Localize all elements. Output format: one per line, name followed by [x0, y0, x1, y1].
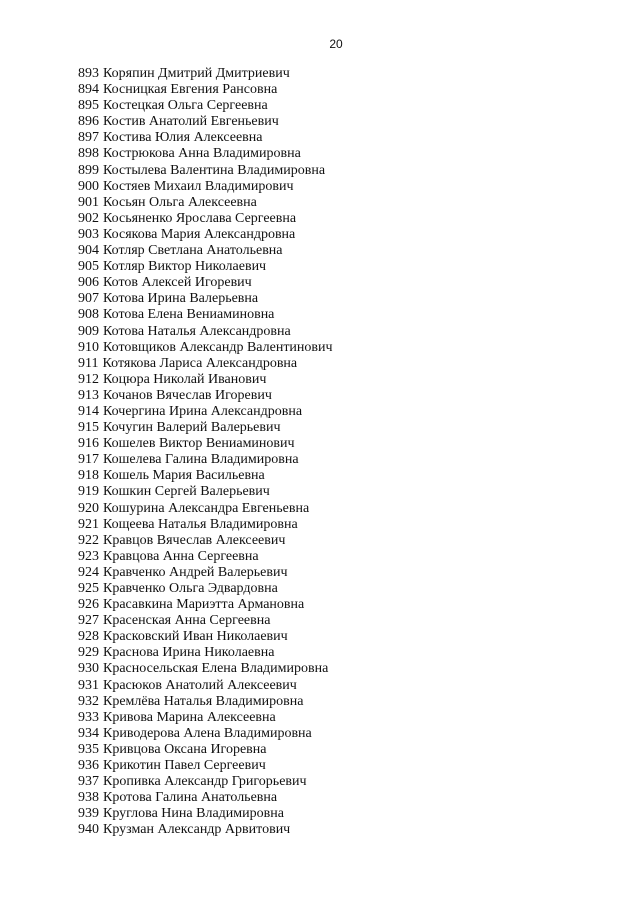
entry-number: 939 [78, 806, 99, 822]
entry-number: 940 [78, 822, 99, 838]
list-item [78, 806, 333, 822]
list-item [78, 356, 333, 372]
entry-full-name: Кропивка Александр Григорьевич [103, 774, 307, 790]
entry-number: 918 [78, 468, 99, 484]
entry-full-name: Крикотин Павел Сергеевич [103, 758, 266, 774]
list-item [78, 404, 333, 420]
list-item [78, 758, 333, 774]
list-item [78, 275, 333, 291]
entry-number: 914 [78, 403, 99, 419]
entry-full-name: Кошель Мария Васильевна [103, 468, 265, 484]
list-item [78, 629, 333, 645]
entry-number: 932 [78, 693, 99, 709]
list-item [78, 790, 333, 806]
page-number: 20 [329, 37, 343, 51]
entry-full-name: Котляр Светлана Анатольевна [103, 243, 283, 259]
entry-number: 933 [78, 709, 99, 725]
list-item [78, 468, 333, 484]
list-item [78, 372, 333, 388]
entry-full-name: Коряпин Дмитрий Дмитриевич [103, 66, 290, 81]
entry-number: 916 [78, 436, 99, 452]
list-item [78, 163, 333, 179]
list-item [78, 114, 333, 130]
entry-full-name: Кравченко Андрей Валерьевич [103, 564, 288, 580]
entry-number: 929 [78, 645, 99, 661]
entry-number: 908 [78, 307, 99, 323]
list-item [78, 452, 333, 468]
entry-number: 920 [78, 500, 99, 516]
entry-number: 919 [78, 484, 99, 500]
entry-number: 895 [78, 98, 99, 114]
entry-full-name: Котова Елена Вениаминовна [103, 307, 275, 323]
entry-number: 894 [78, 82, 99, 98]
entry-full-name: Кочергина Ирина Александровна [103, 403, 303, 419]
entry-full-name: Коцюра Николай Иванович [103, 371, 267, 387]
name-list [78, 66, 333, 839]
entry-number: 934 [78, 725, 99, 741]
entry-number: 937 [78, 774, 99, 790]
entry-full-name: Кремлёва Наталья Владимировна [103, 693, 304, 709]
entry-number: 926 [78, 597, 99, 613]
list-item [78, 82, 333, 98]
list-item [78, 195, 333, 211]
list-item [78, 822, 333, 838]
entry-full-name: Красенская Анна Сергеевна [103, 613, 271, 629]
list-item [78, 436, 333, 452]
entry-number: 902 [78, 210, 99, 226]
entry-full-name: Косницкая Евгения Рансовна [103, 82, 278, 98]
list-item [78, 613, 333, 629]
entry-number: 936 [78, 758, 99, 774]
list-item [78, 324, 333, 340]
entry-full-name: Кочугин Валерий Валерьевич [103, 420, 281, 436]
entry-number: 915 [78, 420, 99, 436]
entry-number: 897 [78, 130, 99, 146]
entry-number: 931 [78, 677, 99, 693]
entry-full-name: Кострюкова Анна Владимировна [103, 146, 301, 162]
list-item [78, 742, 333, 758]
entry-full-name: Кравцов Вячеслав Алексеевич [103, 532, 286, 548]
entry-full-name: Красавкина Мариэтта Армановна [103, 597, 305, 613]
entry-full-name: Костылева Валентина Владимировна [103, 162, 326, 178]
list-item [78, 307, 333, 323]
list-item [78, 549, 333, 565]
entry-full-name: Костецкая Ольга Сергеевна [103, 98, 268, 114]
list-item [78, 243, 333, 259]
entry-full-name: Красковский Иван Николаевич [103, 629, 288, 645]
entry-full-name: Косякова Мария Александровна [103, 226, 296, 242]
entry-full-name: Кравченко Ольга Эдвардовна [103, 581, 278, 596]
entry-number: 893 [78, 66, 99, 81]
entry-full-name: Кривцова Оксана Игоревна [103, 741, 267, 757]
entry-full-name: Котовщиков Александр Валентинович [103, 339, 333, 355]
entry-number: 901 [78, 194, 99, 210]
entry-full-name: Криводерова Алена Владимировна [103, 725, 312, 741]
entry-full-name: Котова Ирина Валерьевна [103, 291, 259, 307]
entry-number: 903 [78, 226, 99, 242]
entry-full-name: Красносельская Елена Владимировна [103, 661, 329, 677]
entry-full-name: Костяев Михаил Владимирович [103, 178, 294, 194]
entry-full-name: Котякова Лариса Александровна [102, 355, 298, 371]
list-item [78, 291, 333, 307]
entry-number: 930 [78, 661, 99, 677]
entry-number: 904 [78, 243, 99, 259]
entry-full-name: Кочанов Вячеслав Игоревич [103, 387, 272, 403]
list-item [78, 645, 333, 661]
entry-full-name: Кошелев Виктор Вениаминович [103, 436, 295, 452]
list-item [78, 533, 333, 549]
entry-full-name: Котов Алексей Игоревич [103, 275, 252, 291]
entry-number: 925 [78, 581, 99, 596]
entry-number: 906 [78, 275, 99, 291]
entry-full-name: Кротова Галина Анатольевна [103, 790, 278, 806]
entry-full-name: Костив Анатолий Евгеньевич [103, 114, 279, 130]
entry-full-name: Кощеева Наталья Владимировна [103, 516, 298, 532]
entry-number: 924 [78, 564, 99, 580]
list-item [78, 661, 333, 677]
entry-full-name: Косьяненко Ярослава Сергеевна [103, 210, 297, 226]
entry-full-name: Кошкин Сергей Валерьевич [103, 484, 270, 500]
entry-full-name: Кошурина Александра Евгеньевна [103, 500, 310, 516]
entry-full-name: Костива Юлия Алексеевна [103, 130, 263, 146]
entry-full-name: Кошелева Галина Владимировна [103, 452, 299, 468]
list-item [78, 66, 333, 82]
entry-number: 938 [78, 790, 99, 806]
list-item [78, 227, 333, 243]
list-item [78, 710, 333, 726]
list-item [78, 388, 333, 404]
entry-full-name: Круглова Нина Владимировна [103, 806, 284, 822]
list-item [78, 98, 333, 114]
entry-full-name: Косьян Ольга Алексеевна [103, 194, 257, 210]
list-item [78, 581, 333, 597]
entry-number: 899 [78, 162, 99, 178]
entry-full-name: Котляр Виктор Николаевич [103, 259, 267, 275]
list-item [78, 259, 333, 275]
list-item [78, 146, 333, 162]
entry-number: 927 [78, 613, 99, 629]
entry-number: 928 [78, 629, 99, 645]
entry-number: 935 [78, 741, 99, 757]
entry-number: 917 [78, 452, 99, 468]
entry-full-name: Кривова Марина Алексеевна [103, 709, 276, 725]
list-item [78, 565, 333, 581]
list-item [78, 340, 333, 356]
entry-number: 905 [78, 259, 99, 275]
entry-number: 912 [78, 371, 99, 387]
entry-number: 913 [78, 387, 99, 403]
list-item [78, 597, 333, 613]
list-item [78, 774, 333, 790]
entry-number: 911 [78, 355, 99, 371]
list-item [78, 678, 333, 694]
entry-number: 898 [78, 146, 99, 162]
entry-number: 907 [78, 291, 99, 307]
list-item [78, 179, 333, 195]
list-item [78, 420, 333, 436]
list-item [78, 501, 333, 517]
list-item [78, 726, 333, 742]
entry-full-name: Кравцова Анна Сергеевна [103, 548, 259, 564]
entry-full-name: Котова Наталья Александровна [103, 323, 291, 339]
entry-number: 922 [78, 532, 99, 548]
entry-number: 896 [78, 114, 99, 130]
entry-full-name: Красюков Анатолий Алексеевич [103, 677, 297, 693]
entry-number: 900 [78, 178, 99, 194]
list-item [78, 484, 333, 500]
entry-full-name: Краснова Ирина Николаевна [103, 645, 275, 661]
entry-number: 910 [78, 339, 99, 355]
entry-full-name: Крузман Александр Арвитович [103, 822, 291, 838]
list-item [78, 130, 333, 146]
list-item [78, 694, 333, 710]
entry-number: 921 [78, 516, 99, 532]
entry-number: 909 [78, 323, 99, 339]
list-item [78, 517, 333, 533]
entry-number: 923 [78, 548, 99, 564]
list-item [78, 211, 333, 227]
